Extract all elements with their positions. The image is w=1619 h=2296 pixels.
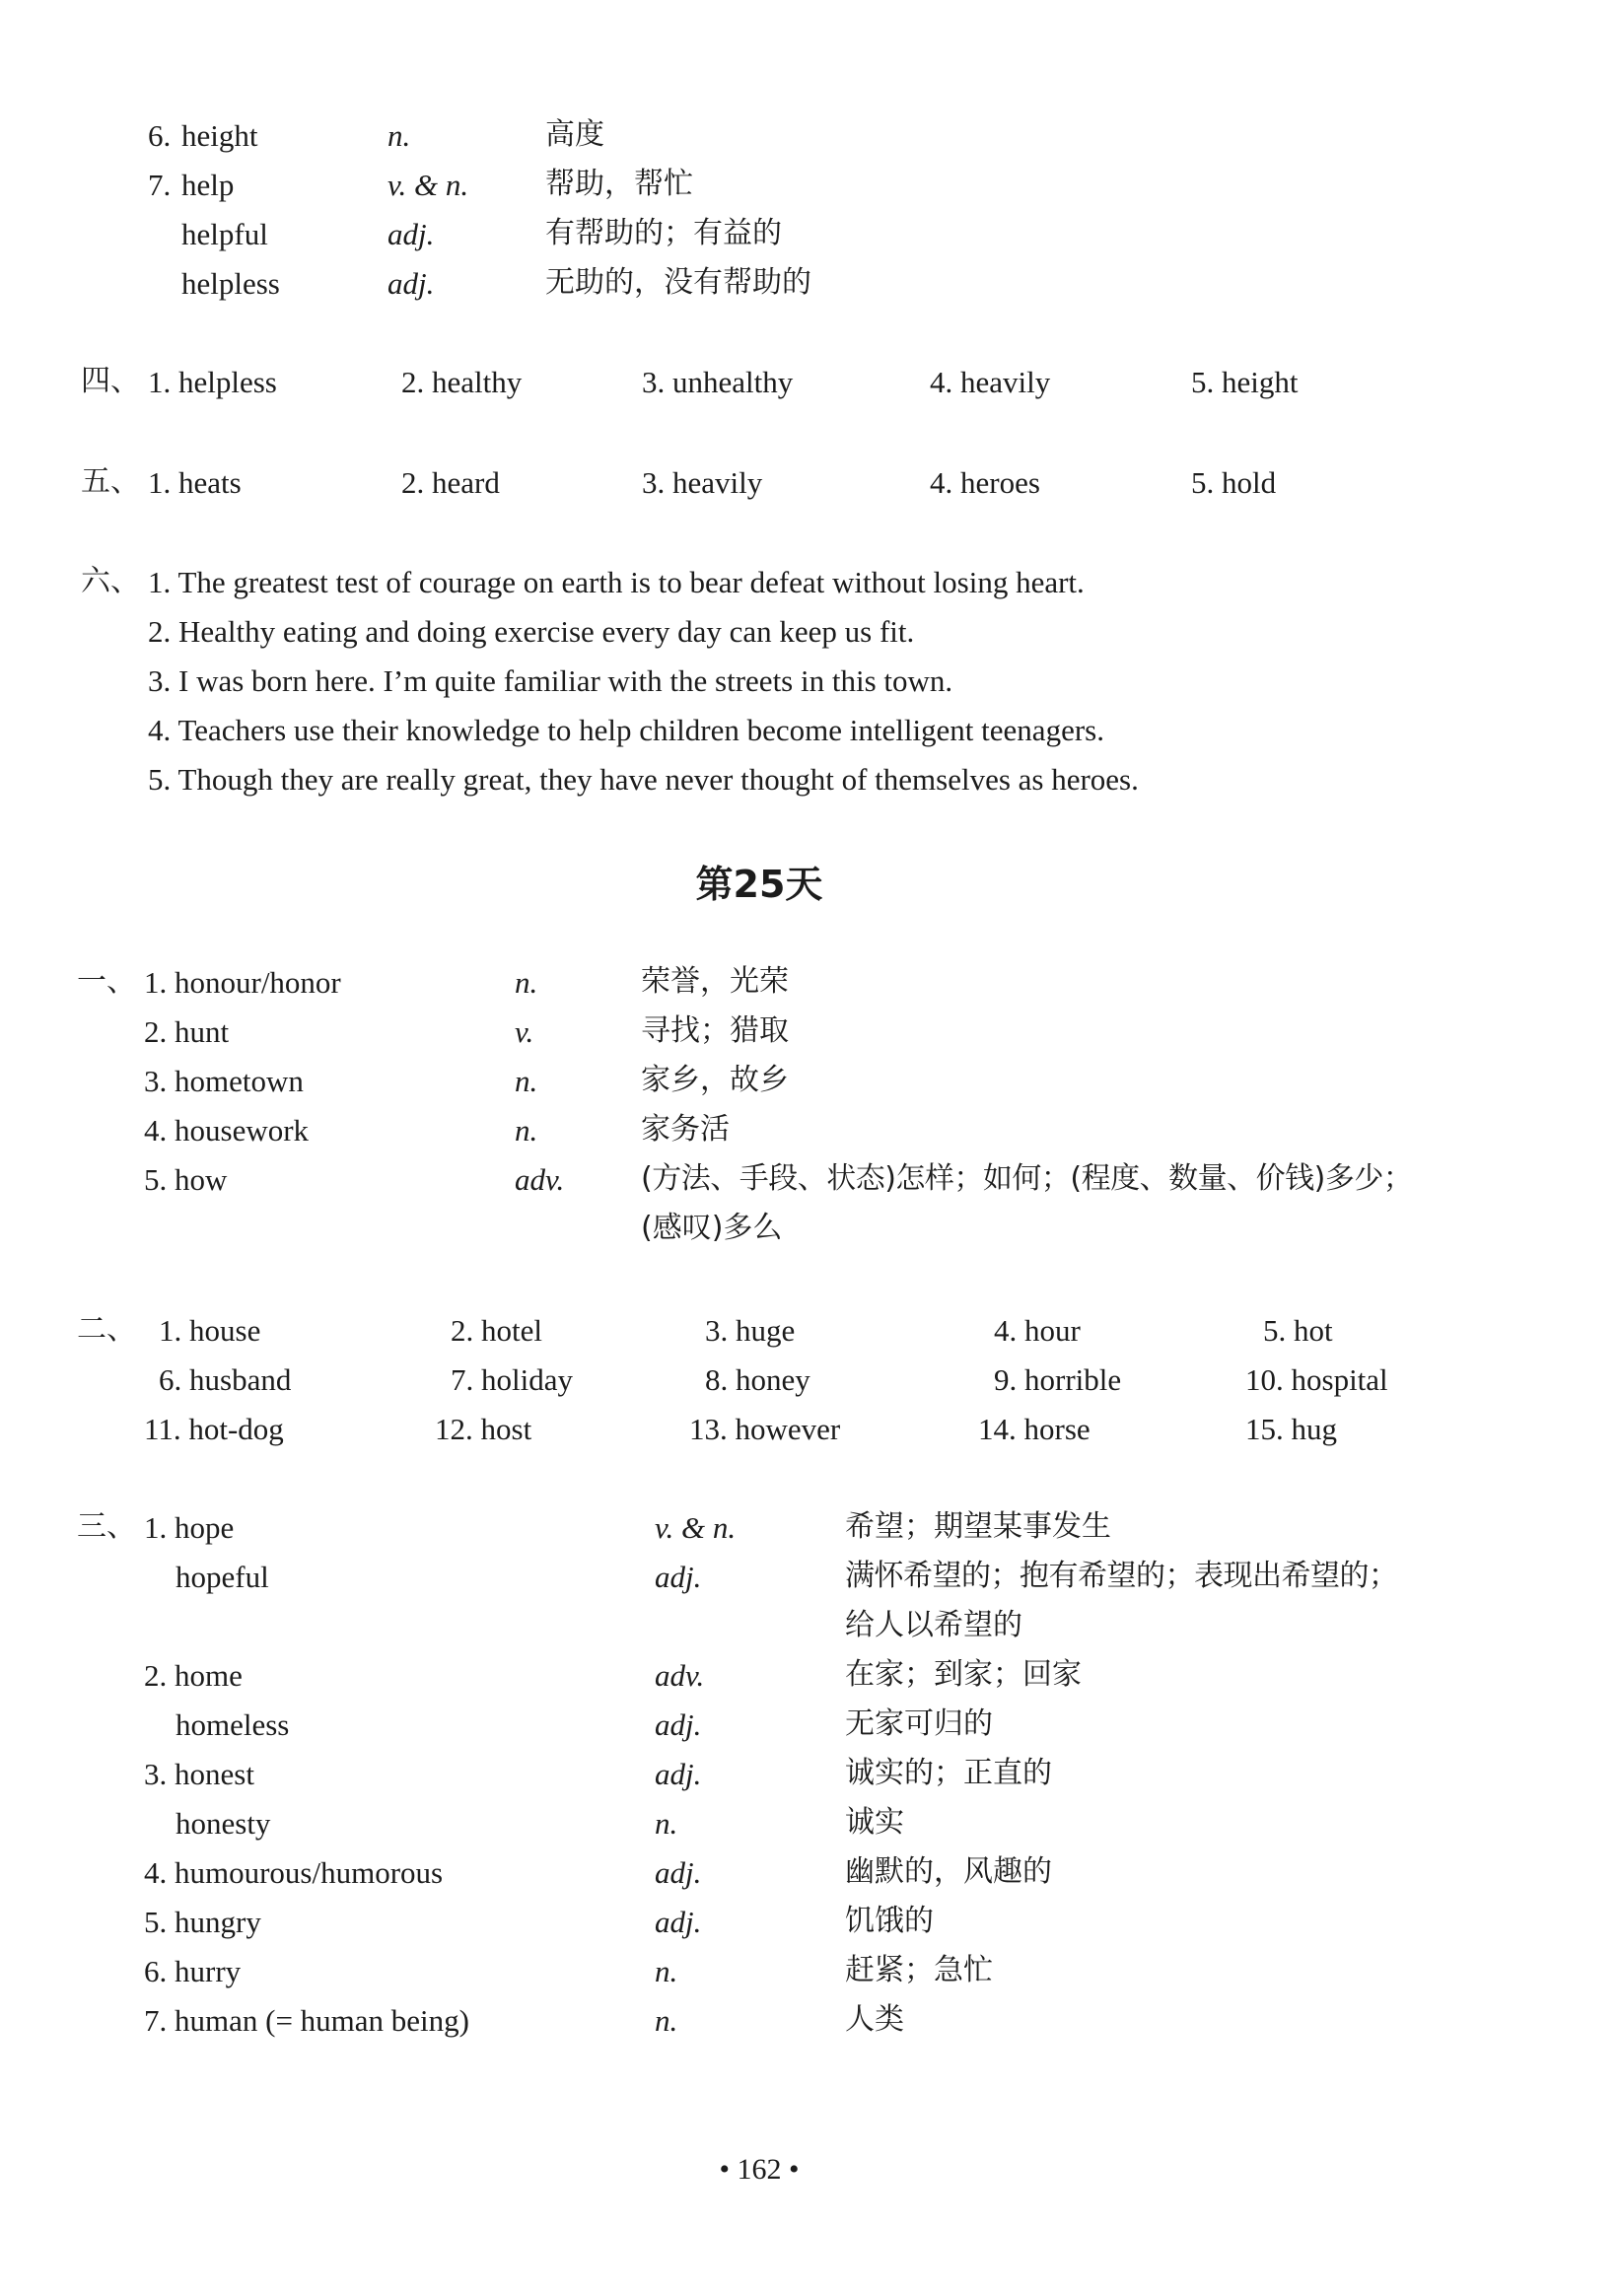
vocab-pos: n.: [655, 1806, 678, 1841]
vocab-pos: v. & n.: [655, 1510, 737, 1545]
vocab-meaning: 无家可归的: [845, 1706, 993, 1741]
word-item: 6. husband: [159, 1362, 292, 1397]
word-item: 14. horse: [978, 1412, 1091, 1446]
vocab-meaning: 满怀希望的；抱有希望的；表现出希望的；: [845, 1559, 1398, 1593]
vocab-word: honesty: [176, 1806, 271, 1841]
vocab-meaning: 荣誉，光荣: [641, 964, 789, 999]
sentence: 1. The greatest test of courage on earth is to bear defeat without losing heart.: [148, 565, 1085, 599]
sentence: 3. I was born here. I’m quite familiar with the streets in this town.: [148, 663, 953, 698]
vocab-word: homeless: [176, 1707, 290, 1742]
vocab-word: 4. housework: [144, 1113, 310, 1148]
word-item: 2. hotel: [451, 1313, 542, 1348]
word-item: 13. however: [689, 1412, 841, 1446]
answer-item: 3. unhealthy: [642, 365, 794, 399]
word-item: 1. house: [159, 1313, 261, 1348]
section-marker: 六、: [81, 564, 140, 598]
vocab-pos: adj.: [387, 266, 435, 301]
vocab-meaning: 寻找；猎取: [641, 1013, 789, 1048]
vocab-word: help: [181, 168, 235, 202]
word-item: 11. hot-dog: [144, 1412, 284, 1446]
answer-item: 2. healthy: [401, 365, 523, 399]
vocab-num: 7.: [148, 168, 172, 202]
vocab-word: 5. how: [144, 1162, 228, 1197]
vocab-pos: adj.: [655, 1707, 702, 1742]
vocab-meaning: 希望；期望某事发生: [845, 1509, 1111, 1544]
vocab-pos: adj.: [655, 1855, 702, 1890]
vocab-pos: n.: [515, 1113, 538, 1148]
vocab-meaning: 幽默的，风趣的: [845, 1854, 1052, 1889]
vocab-meaning: 在家；到家；回家: [845, 1657, 1082, 1692]
section-marker: 四、: [81, 364, 140, 398]
vocab-pos: n.: [655, 1954, 678, 1988]
day-title: 第25天: [695, 863, 823, 906]
word-item: 4. hour: [994, 1313, 1081, 1348]
word-item: 15. hug: [1245, 1412, 1337, 1446]
vocab-meaning: (方法、手段、状态)怎样；如何；(程度、数量、价钱)多少；: [641, 1161, 1413, 1196]
vocab-meaning: 诚实: [845, 1805, 904, 1840]
word-item: 9. horrible: [994, 1362, 1122, 1397]
answer-item: 3. heavily: [642, 465, 763, 500]
vocab-word: helpless: [181, 266, 280, 301]
answer-item: 4. heavily: [930, 365, 1051, 399]
section-marker: 二、: [77, 1312, 136, 1347]
vocab-meaning-continued: 给人以希望的: [845, 1608, 1022, 1642]
vocab-word: 5. hungry: [144, 1905, 261, 1939]
vocab-pos: adj.: [387, 217, 435, 251]
vocab-word: 1. hope: [144, 1510, 235, 1545]
vocab-meaning: 人类: [845, 2002, 904, 2037]
answer-item: 2. heard: [401, 465, 500, 500]
word-item: 8. honey: [705, 1362, 810, 1397]
vocab-pos: n.: [515, 1064, 538, 1098]
vocab-pos: adj.: [655, 1905, 702, 1939]
word-item: 10. hospital: [1245, 1362, 1388, 1397]
vocab-word: 1. honour/honor: [144, 965, 341, 1000]
vocab-meaning: 饥饿的: [845, 1904, 934, 1938]
vocab-meaning: 高度: [545, 117, 604, 152]
vocab-meaning: 无助的，没有帮助的: [545, 265, 811, 300]
word-item: 3. huge: [705, 1313, 796, 1348]
section-marker: 五、: [81, 464, 140, 499]
word-item: 5. hot: [1263, 1313, 1333, 1348]
vocab-pos: adv.: [515, 1162, 565, 1197]
vocab-word: 6. hurry: [144, 1954, 242, 1988]
vocab-meaning: 家务活: [641, 1112, 730, 1147]
sentence: 5. Though they are really great, they have never thought of themselves as heroes.: [148, 762, 1139, 797]
answer-item: 1. heats: [148, 465, 242, 500]
vocab-word: 7. human (= human being): [144, 2003, 469, 2038]
word-item: 7. holiday: [451, 1362, 573, 1397]
sentence: 4. Teachers use their knowledge to help children become intelligent teenagers.: [148, 713, 1104, 747]
vocab-pos: n.: [387, 118, 411, 153]
vocab-word: 4. humourous/humorous: [144, 1855, 444, 1890]
vocab-pos: adv.: [655, 1658, 705, 1693]
answer-item: 4. heroes: [930, 465, 1040, 500]
vocab-word: 3. hometown: [144, 1064, 304, 1098]
vocab-meaning-continued: (感叹)多么: [641, 1211, 783, 1245]
vocab-meaning: 赶紧；急忙: [845, 1953, 993, 1987]
vocab-pos: v.: [515, 1014, 534, 1049]
answer-item: 5. hold: [1191, 465, 1277, 500]
vocab-word: height: [181, 118, 258, 153]
vocab-meaning: 有帮助的；有益的: [545, 216, 782, 250]
answer-item: 1. helpless: [148, 365, 277, 399]
vocab-num: 6.: [148, 118, 172, 153]
section-marker: 一、: [77, 964, 136, 999]
answer-item: 5. height: [1191, 365, 1299, 399]
vocab-pos: adj.: [655, 1560, 702, 1594]
sentence: 2. Healthy eating and doing exercise every day can keep us fit.: [148, 614, 915, 649]
vocab-meaning: 家乡，故乡: [641, 1063, 789, 1097]
vocab-pos: n.: [515, 965, 538, 1000]
vocab-word: 3. honest: [144, 1757, 254, 1791]
vocab-pos: adj.: [655, 1757, 702, 1791]
vocab-word: helpful: [181, 217, 268, 251]
vocab-meaning: 诚实的；正直的: [845, 1756, 1052, 1790]
page-number: • 162 •: [719, 2153, 800, 2186]
vocab-meaning: 帮助，帮忙: [545, 167, 693, 201]
vocab-word: 2. hunt: [144, 1014, 230, 1049]
vocab-pos: v. & n.: [387, 168, 469, 202]
word-item: 12. host: [435, 1412, 532, 1446]
vocab-pos: n.: [655, 2003, 678, 2038]
section-marker: 三、: [77, 1509, 136, 1544]
vocab-word: hopeful: [176, 1560, 269, 1594]
vocab-word: 2. home: [144, 1658, 243, 1693]
